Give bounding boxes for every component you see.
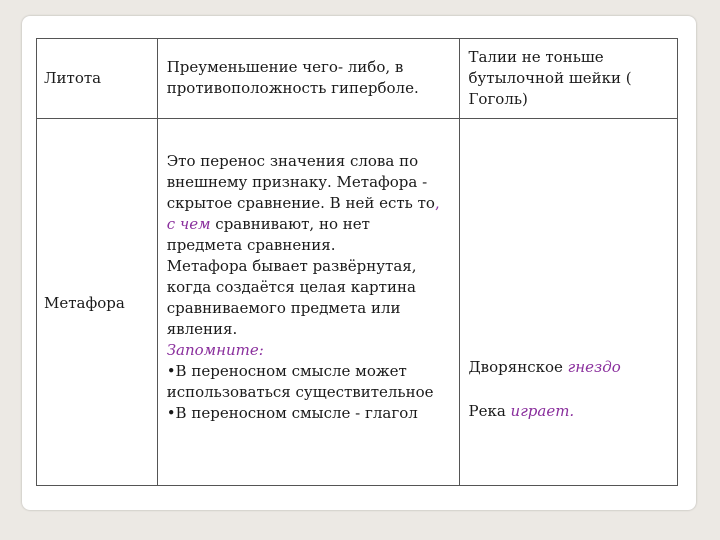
definition-line: явления. xyxy=(166,320,238,338)
example-cell xyxy=(460,119,678,486)
definition-cell xyxy=(157,39,460,119)
example-text: Река xyxy=(468,402,511,420)
example-line xyxy=(468,401,574,422)
example-line xyxy=(468,357,620,378)
highlight-comma: , xyxy=(434,194,440,212)
term-metafora: Метафора xyxy=(44,294,125,312)
bullet-line: использоваться существительное xyxy=(166,383,434,401)
definition-line xyxy=(167,193,460,214)
terms-table xyxy=(36,38,678,486)
definition-line: Метафора бывает развёрнутая, xyxy=(166,257,417,275)
definition-text: сравнивают, но нет xyxy=(210,215,370,233)
term-cell xyxy=(37,119,158,486)
example-line: Гоголь) xyxy=(468,90,528,108)
definition-text: скрытое сравнение. В ней есть то xyxy=(166,194,435,212)
example-highlight: гнездо xyxy=(567,358,621,376)
bullet-line: •В переносном смысле может xyxy=(166,362,407,380)
definition-line: предмета сравнения. xyxy=(166,236,336,254)
example-cell xyxy=(460,39,678,119)
example-text: Дворянское xyxy=(468,358,568,376)
definition-line: Преуменьшение чего- либо, в xyxy=(166,58,404,76)
example-line: Талии не тоньше xyxy=(468,48,604,66)
definition-line: Это перенос значения слова по xyxy=(166,152,419,170)
definition-line xyxy=(167,214,460,235)
table-row-litota xyxy=(37,39,678,119)
table-row-metafora xyxy=(37,119,678,486)
example-line: бутылочной шейки ( xyxy=(468,69,632,87)
bullet-line: •В переносном смысле - глагол xyxy=(166,404,418,422)
term-litota: Литота xyxy=(44,69,102,87)
term-cell xyxy=(37,39,158,119)
highlight-s-chem: с чем xyxy=(166,215,211,233)
definition-cell xyxy=(157,119,460,486)
definition-line: противоположность гиперболе. xyxy=(166,79,419,97)
remember-label: Запомните: xyxy=(166,341,264,359)
definition-line: внешнему признаку. Метафора - xyxy=(166,173,428,191)
definition-line: сравниваемого предмета или xyxy=(166,299,401,317)
definition-line: когда создаётся целая картина xyxy=(166,278,416,296)
example-highlight: играет. xyxy=(510,402,575,420)
